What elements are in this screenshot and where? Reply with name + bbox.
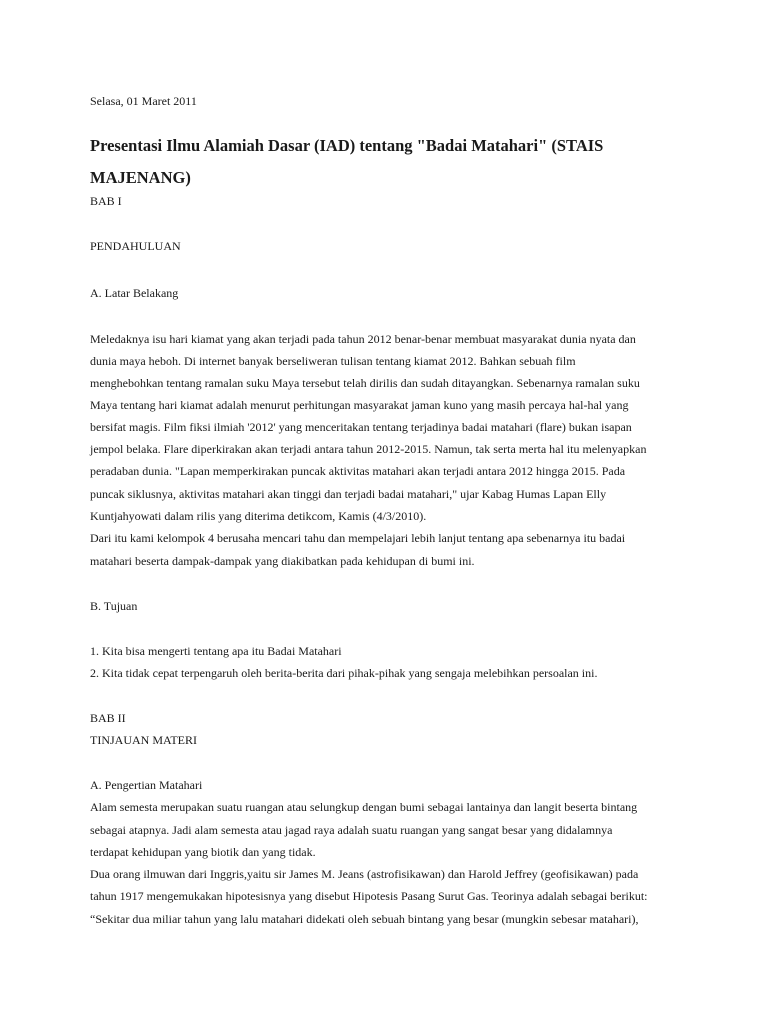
paragraph-line: Meledaknya isu hari kiamat yang akan terjadi pada tahun 2012 benar-benar membuat masyarakat dunia nyata dan <box>90 332 636 346</box>
paragraph-line: menghebohkan tentang ramalan suku Maya tersebut telah dirilis dan sudah ditayangkan. Sebenarnya ramalan suku <box>90 376 640 390</box>
list-item: 2. Kita tidak cepat terpengaruh oleh berita-berita dari pihak-pihak yang sengaja melebihkan persoalan ini. <box>90 666 598 680</box>
post-date: Selasa, 01 Maret 2011 <box>90 94 197 108</box>
paragraph-line: “Sekitar dua miliar tahun yang lalu matahari didekati oleh sebuah bintang yang besar (mungkin sebesar matahari), <box>90 912 639 926</box>
paragraph-line: puncak siklusnya, aktivitas matahari akan tinggi dan terjadi badai matahari," ujar Kabag Humas Lapan Elly <box>90 487 607 501</box>
paragraph-line: Alam semesta merupakan suatu ruangan atau selungkup dengan bumi sebagai lantainya dan langit beserta bintang <box>90 800 638 814</box>
paragraph-line: peradaban dunia. "Lapan memperkirakan puncak aktivitas matahari akan terjadi antara 2012 hingga 2015. Pada <box>90 464 626 478</box>
paragraph-line: Dua orang ilmuwan dari Inggris,yaitu sir James M. Jeans (astrofisikawan) dan Harold Jeffrey (geofisikawan) pada <box>90 867 639 881</box>
document-title-line-2: MAJENANG) <box>90 168 191 187</box>
paragraph-line: jempol belaka. Flare diperkirakan akan terjadi antara tahun 2012-2015. Namun, tak serta merta hal itu melenyapkan <box>90 442 647 456</box>
paragraph-line: Maya tentang hari kiamat adalah menurut perhitungan masyarakat jaman kuno yang masih percaya hal-hal yang <box>90 398 629 412</box>
paragraph-line: terdapat kehidupan yang biotik dan yang tidak. <box>90 845 316 859</box>
bab2-subheading: TINJAUAN MATERI <box>90 733 197 747</box>
paragraph-line: bersifat magis. Film fiksi ilmiah '2012' yang menceritakan tentang terjadinya badai matahari (flare) bukan isapan <box>90 420 632 434</box>
paragraph-line: tahun 1917 mengemukakan hipotesisnya yang disebut Hipotesis Pasang Surut Gas. Teorinya adalah sebagai berikut: <box>90 889 648 903</box>
section-heading-latar-belakang: A. Latar Belakang <box>90 286 179 300</box>
list-item: 1. Kita bisa mengerti tentang apa itu Badai Matahari <box>90 644 342 658</box>
section-heading-pengertian-matahari: A. Pengertian Matahari <box>90 778 203 792</box>
bab2-heading: BAB II <box>90 711 126 725</box>
document-title-line-1: Presentasi Ilmu Alamiah Dasar (IAD) tentang "Badai Matahari" (STAIS <box>90 136 604 155</box>
paragraph-line: matahari beserta dampak-dampak yang diakibatkan pada kehidupan di bumi ini. <box>90 554 475 568</box>
bab1-subheading: PENDAHULUAN <box>90 239 181 253</box>
section-heading-tujuan: B. Tujuan <box>90 599 138 613</box>
paragraph-line: Dari itu kami kelompok 4 berusaha mencari tahu dan mempelajari lebih lanjut tentang apa sebenarnya itu badai <box>90 531 626 545</box>
paragraph-line: Kuntjahyowati dalam rilis yang diterima detikcom, Kamis (4/3/2010). <box>90 509 427 523</box>
paragraph-line: sebagai atapnya. Jadi alam semesta atau jagad raya adalah suatu ruangan yang sangat besar yang didalamnya <box>90 823 613 837</box>
bab1-heading: BAB I <box>90 194 122 208</box>
paragraph-line: dunia maya heboh. Di internet banyak berseliweran tulisan tentang kiamat 2012. Bahkan sebuah film <box>90 354 576 368</box>
